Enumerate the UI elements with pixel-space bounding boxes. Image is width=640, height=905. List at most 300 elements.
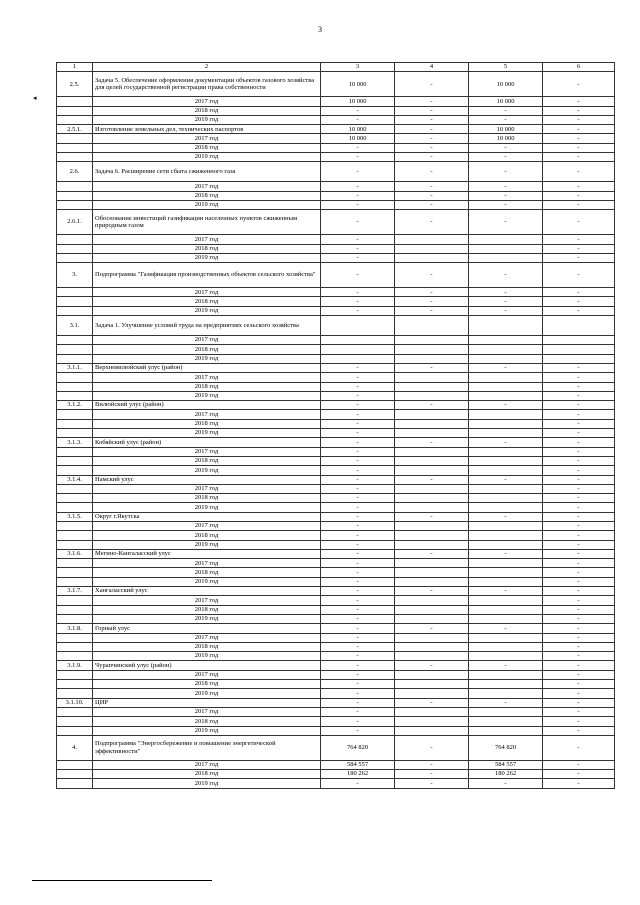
value-col4-cell (395, 373, 469, 382)
value-col4-cell: - (395, 263, 469, 288)
value-col4-cell (395, 531, 469, 540)
value-col5-cell: - (469, 191, 543, 200)
row-year-cell: 2018 год (93, 642, 321, 651)
value-col5-cell: 764 820 (469, 735, 543, 760)
value-col6-cell: - (543, 429, 615, 438)
value-col4-cell (395, 568, 469, 577)
row-code-cell (57, 447, 93, 456)
table-row (57, 345, 615, 354)
table-row (57, 633, 615, 642)
value-col6-cell: - (543, 770, 615, 779)
value-col3-cell: - (321, 494, 395, 503)
value-col6-cell: - (543, 253, 615, 262)
value-col3-cell: - (321, 447, 395, 456)
value-col5-cell: - (469, 661, 543, 670)
value-col6-cell: - (543, 191, 615, 200)
header-cell: 6 (543, 63, 615, 72)
value-col3-cell: - (321, 596, 395, 605)
value-col5-cell (469, 382, 543, 391)
header-cell: 4 (395, 63, 469, 72)
value-col5-cell (469, 605, 543, 614)
row-code-cell (57, 540, 93, 549)
row-name-cell: Задача 6. Расширение сети сбыта сжиженного газа (93, 162, 321, 182)
value-col4-cell (395, 447, 469, 456)
value-col6-cell: - (543, 624, 615, 633)
value-col5-cell (469, 521, 543, 530)
value-col3-cell: - (321, 624, 395, 633)
table-row (57, 401, 615, 410)
value-col4-cell (395, 410, 469, 419)
value-col5-cell (469, 235, 543, 244)
table-row (57, 456, 615, 465)
row-year-cell: 2017 год (93, 410, 321, 419)
row-code-cell (57, 670, 93, 679)
row-year-cell: 2017 год (93, 288, 321, 297)
value-col6-cell: - (543, 97, 615, 106)
row-year-cell: 2017 год (93, 760, 321, 769)
value-col5-cell: - (469, 288, 543, 297)
value-col3-cell: - (321, 410, 395, 419)
value-col4-cell: - (395, 106, 469, 115)
value-col4-cell (395, 614, 469, 623)
row-year-cell: 2019 год (93, 577, 321, 586)
value-col3-cell: - (321, 717, 395, 726)
value-col6-cell: - (543, 200, 615, 209)
value-col4-cell (395, 596, 469, 605)
value-col4-cell (395, 540, 469, 549)
row-code-cell (57, 106, 93, 115)
value-col4-cell: - (395, 512, 469, 521)
row-year-cell: 2017 год (93, 596, 321, 605)
value-col4-cell (395, 429, 469, 438)
table-row (57, 624, 615, 633)
row-name-cell: Обоснование инвестиций газификации населенных пунктов сжиженным природным газом (93, 210, 321, 235)
value-col5-cell: - (469, 143, 543, 152)
value-col4-cell: - (395, 587, 469, 596)
row-year-cell: 2017 год (93, 484, 321, 493)
value-col3-cell: - (321, 106, 395, 115)
row-year-cell: 2018 год (93, 456, 321, 465)
row-code-cell: 2.6. (57, 162, 93, 182)
value-col6-cell: - (543, 577, 615, 586)
value-col6-cell (543, 316, 615, 336)
value-col3-cell: - (321, 391, 395, 400)
margin-mark: ◂ (33, 94, 37, 102)
row-code-cell (57, 680, 93, 689)
value-col6-cell: - (543, 134, 615, 143)
value-col3-cell: - (321, 540, 395, 549)
value-col4-cell (395, 484, 469, 493)
value-col6-cell: - (543, 72, 615, 97)
table-row (57, 288, 615, 297)
value-col4-cell (395, 680, 469, 689)
row-year-cell: 2019 год (93, 540, 321, 549)
value-col6-cell: - (543, 297, 615, 306)
row-code-cell: 3.1.6. (57, 549, 93, 558)
value-col3-cell: - (321, 512, 395, 521)
value-col6-cell: - (543, 596, 615, 605)
value-col5-cell: - (469, 306, 543, 315)
table-row (57, 253, 615, 262)
table-row (57, 336, 615, 345)
value-col5-cell (469, 244, 543, 253)
table-row (57, 429, 615, 438)
table-row (57, 494, 615, 503)
row-year-cell: 2017 год (93, 670, 321, 679)
value-col6-cell: - (543, 182, 615, 191)
value-col3-cell: - (321, 429, 395, 438)
value-col6-cell: - (543, 438, 615, 447)
value-col4-cell: - (395, 779, 469, 788)
value-col6-cell: - (543, 689, 615, 698)
row-code-cell (57, 297, 93, 306)
value-col5-cell (469, 484, 543, 493)
row-code-cell: 4. (57, 735, 93, 760)
row-code-cell (57, 97, 93, 106)
value-col3-cell: - (321, 559, 395, 568)
value-col6-cell: - (543, 288, 615, 297)
row-name-cell: Задача 5. Обеспечение оформления документации объектов газового хозяйства для целей государственной регистрации права собственности (93, 72, 321, 97)
row-code-cell (57, 182, 93, 191)
value-col5-cell (469, 717, 543, 726)
value-col5-cell: 10 000 (469, 97, 543, 106)
row-year-cell: 2019 год (93, 614, 321, 623)
value-col3-cell: - (321, 503, 395, 512)
row-code-cell (57, 596, 93, 605)
value-col6-cell: - (543, 401, 615, 410)
value-col5-cell (469, 447, 543, 456)
header-cell: 3 (321, 63, 395, 72)
value-col3-cell: - (321, 419, 395, 428)
table-row (57, 363, 615, 372)
row-name-cell: Хангаласский улус (93, 587, 321, 596)
value-col5-cell (469, 503, 543, 512)
table-row (57, 373, 615, 382)
value-col4-cell (395, 605, 469, 614)
value-col3-cell (321, 316, 395, 336)
value-col3-cell: - (321, 680, 395, 689)
row-year-cell: 2019 год (93, 726, 321, 735)
value-col6-cell: - (543, 235, 615, 244)
value-col5-cell (469, 680, 543, 689)
value-col3-cell: - (321, 115, 395, 124)
value-col4-cell: - (395, 182, 469, 191)
value-col5-cell (469, 410, 543, 419)
table-row (57, 549, 615, 558)
value-col5-cell (469, 670, 543, 679)
row-year-cell: 2017 год (93, 633, 321, 642)
row-year-cell: 2018 год (93, 143, 321, 152)
value-col3-cell: 10 000 (321, 97, 395, 106)
value-col6-cell: - (543, 587, 615, 596)
row-code-cell: 2.5.1. (57, 125, 93, 134)
row-code-cell (57, 652, 93, 661)
row-code-cell (57, 253, 93, 262)
value-col6-cell: - (543, 614, 615, 623)
row-name-cell: Мегино-Кангаласский улус (93, 549, 321, 558)
value-col6-cell: - (543, 726, 615, 735)
table-row (57, 354, 615, 363)
value-col5-cell (469, 456, 543, 465)
row-code-cell (57, 503, 93, 512)
row-code-cell (57, 191, 93, 200)
table-row (57, 316, 615, 336)
row-code-cell: 3.1.4. (57, 475, 93, 484)
row-code-cell (57, 717, 93, 726)
value-col3-cell: - (321, 363, 395, 372)
value-col6-cell: - (543, 503, 615, 512)
table-row (57, 512, 615, 521)
value-col4-cell (395, 642, 469, 651)
value-col5-cell: - (469, 162, 543, 182)
row-year-cell: 2019 год (93, 466, 321, 475)
table-row (57, 97, 615, 106)
value-col6-cell: - (543, 707, 615, 716)
table-row (57, 447, 615, 456)
row-name-cell: ЦИР (93, 698, 321, 707)
value-col4-cell (395, 382, 469, 391)
value-col5-cell (469, 336, 543, 345)
value-col5-cell (469, 577, 543, 586)
row-code-cell (57, 345, 93, 354)
value-col6-cell: - (543, 115, 615, 124)
header-cell: 2 (93, 63, 321, 72)
row-name-cell: Кобяйский улус (район) (93, 438, 321, 447)
value-col5-cell (469, 642, 543, 651)
row-code-cell (57, 605, 93, 614)
value-col3-cell: - (321, 587, 395, 596)
value-col3-cell: - (321, 191, 395, 200)
value-col4-cell: - (395, 210, 469, 235)
row-year-cell: 2018 год (93, 568, 321, 577)
value-col3-cell: - (321, 382, 395, 391)
row-code-cell (57, 456, 93, 465)
value-col5-cell: - (469, 587, 543, 596)
value-col4-cell (395, 466, 469, 475)
table-row (57, 410, 615, 419)
row-code-cell: 3.1.1. (57, 363, 93, 372)
value-col6-cell (543, 345, 615, 354)
row-code-cell (57, 336, 93, 345)
value-col6-cell: - (543, 484, 615, 493)
value-col4-cell (395, 503, 469, 512)
row-code-cell (57, 770, 93, 779)
value-col3-cell: - (321, 568, 395, 577)
value-col4-cell (395, 244, 469, 253)
row-code-cell (57, 707, 93, 716)
value-col4-cell: - (395, 115, 469, 124)
value-col5-cell: 584 557 (469, 760, 543, 769)
value-col5-cell: - (469, 115, 543, 124)
table-row (57, 143, 615, 152)
table-row (57, 521, 615, 530)
table-row (57, 115, 615, 124)
row-code-cell (57, 466, 93, 475)
value-col3-cell: - (321, 182, 395, 191)
value-col5-cell: 180 262 (469, 770, 543, 779)
row-name-cell: Округ г.Якутска (93, 512, 321, 521)
row-code-cell (57, 200, 93, 209)
row-year-cell: 2017 год (93, 707, 321, 716)
value-col5-cell (469, 531, 543, 540)
value-col4-cell (395, 336, 469, 345)
row-year-cell: 2019 год (93, 503, 321, 512)
table-row (57, 760, 615, 769)
row-code-cell: 3.1.3. (57, 438, 93, 447)
value-col4-cell (395, 456, 469, 465)
table-row (57, 106, 615, 115)
table-row (57, 661, 615, 670)
value-col6-cell: - (543, 633, 615, 642)
value-col5-cell: - (469, 438, 543, 447)
value-col5-cell (469, 419, 543, 428)
value-col3-cell: 10 000 (321, 125, 395, 134)
value-col6-cell: - (543, 549, 615, 558)
row-code-cell (57, 642, 93, 651)
value-col6-cell: - (543, 670, 615, 679)
table-row (57, 680, 615, 689)
row-code-cell (57, 288, 93, 297)
footer-rule (32, 880, 212, 881)
value-col3-cell (321, 354, 395, 363)
table-row (57, 577, 615, 586)
value-col6-cell: - (543, 125, 615, 134)
row-name-cell: Намский улус (93, 475, 321, 484)
value-col6-cell: - (543, 540, 615, 549)
value-col4-cell: - (395, 549, 469, 558)
budget-table (56, 62, 615, 789)
value-col4-cell (395, 253, 469, 262)
value-col4-cell: - (395, 162, 469, 182)
row-code-cell (57, 134, 93, 143)
value-col4-cell: - (395, 125, 469, 134)
row-year-cell: 2018 год (93, 345, 321, 354)
table-row (57, 698, 615, 707)
row-code-cell (57, 419, 93, 428)
table-row (57, 484, 615, 493)
row-year-cell: 2018 год (93, 605, 321, 614)
value-col3-cell: - (321, 605, 395, 614)
header-cell: 5 (469, 63, 543, 72)
table-row (57, 587, 615, 596)
value-col5-cell (469, 354, 543, 363)
value-col3-cell: - (321, 549, 395, 558)
table-row (57, 596, 615, 605)
value-col3-cell: 764 820 (321, 735, 395, 760)
row-code-cell (57, 484, 93, 493)
value-col6-cell: - (543, 210, 615, 235)
value-col4-cell (395, 707, 469, 716)
table-row (57, 559, 615, 568)
value-col3-cell: - (321, 670, 395, 679)
table-row (57, 726, 615, 735)
value-col5-cell (469, 726, 543, 735)
value-col4-cell (395, 652, 469, 661)
value-col5-cell (469, 568, 543, 577)
value-col5-cell: - (469, 512, 543, 521)
table-row (57, 182, 615, 191)
table-row (57, 531, 615, 540)
row-year-cell: 2018 год (93, 419, 321, 428)
value-col5-cell: - (469, 200, 543, 209)
value-col3-cell (321, 336, 395, 345)
row-code-cell: 3.1.7. (57, 587, 93, 596)
table-row (57, 438, 615, 447)
table-row (57, 134, 615, 143)
row-year-cell: 2019 год (93, 200, 321, 209)
value-col6-cell: - (543, 735, 615, 760)
table-row (57, 306, 615, 315)
table-row (57, 72, 615, 97)
row-year-cell: 2019 год (93, 779, 321, 788)
value-col3-cell: - (321, 210, 395, 235)
row-name-cell: Подпрограмма "Энергосбережение и повышение энергетической эффективности" (93, 735, 321, 760)
row-code-cell (57, 410, 93, 419)
value-col4-cell: - (395, 200, 469, 209)
value-col4-cell: - (395, 760, 469, 769)
value-col5-cell (469, 633, 543, 642)
value-col4-cell (395, 494, 469, 503)
value-col6-cell: - (543, 306, 615, 315)
value-col5-cell (469, 614, 543, 623)
value-col4-cell: - (395, 306, 469, 315)
value-col3-cell (321, 345, 395, 354)
table-row (57, 642, 615, 651)
row-year-cell: 2017 год (93, 97, 321, 106)
value-col5-cell (469, 345, 543, 354)
row-code-cell (57, 614, 93, 623)
row-year-cell: 2019 год (93, 391, 321, 400)
value-col6-cell (543, 354, 615, 363)
table-row (57, 605, 615, 614)
value-col5-cell (469, 429, 543, 438)
table-header-row (57, 63, 615, 72)
table-row (57, 125, 615, 134)
table-row (57, 382, 615, 391)
value-col6-cell: - (543, 642, 615, 651)
value-col5-cell: - (469, 106, 543, 115)
value-col5-cell: - (469, 401, 543, 410)
row-year-cell: 2017 год (93, 373, 321, 382)
value-col5-cell: - (469, 549, 543, 558)
row-year-cell: 2018 год (93, 531, 321, 540)
row-year-cell: 2017 год (93, 447, 321, 456)
row-code-cell: 3.1.8. (57, 624, 93, 633)
row-year-cell: 2018 год (93, 680, 321, 689)
row-year-cell: 2018 год (93, 106, 321, 115)
value-col4-cell (395, 354, 469, 363)
table-row (57, 263, 615, 288)
value-col5-cell: - (469, 263, 543, 288)
value-col3-cell: - (321, 401, 395, 410)
table-row (57, 244, 615, 253)
value-col4-cell (395, 559, 469, 568)
value-col6-cell: - (543, 475, 615, 484)
value-col6-cell: - (543, 382, 615, 391)
table-row (57, 779, 615, 788)
value-col6-cell: - (543, 652, 615, 661)
row-code-cell (57, 568, 93, 577)
value-col6-cell: - (543, 363, 615, 372)
table-row (57, 689, 615, 698)
value-col3-cell: - (321, 162, 395, 182)
value-col5-cell (469, 652, 543, 661)
value-col4-cell (395, 345, 469, 354)
value-col3-cell: - (321, 642, 395, 651)
value-col3-cell: - (321, 466, 395, 475)
value-col4-cell (395, 577, 469, 586)
value-col6-cell: - (543, 162, 615, 182)
